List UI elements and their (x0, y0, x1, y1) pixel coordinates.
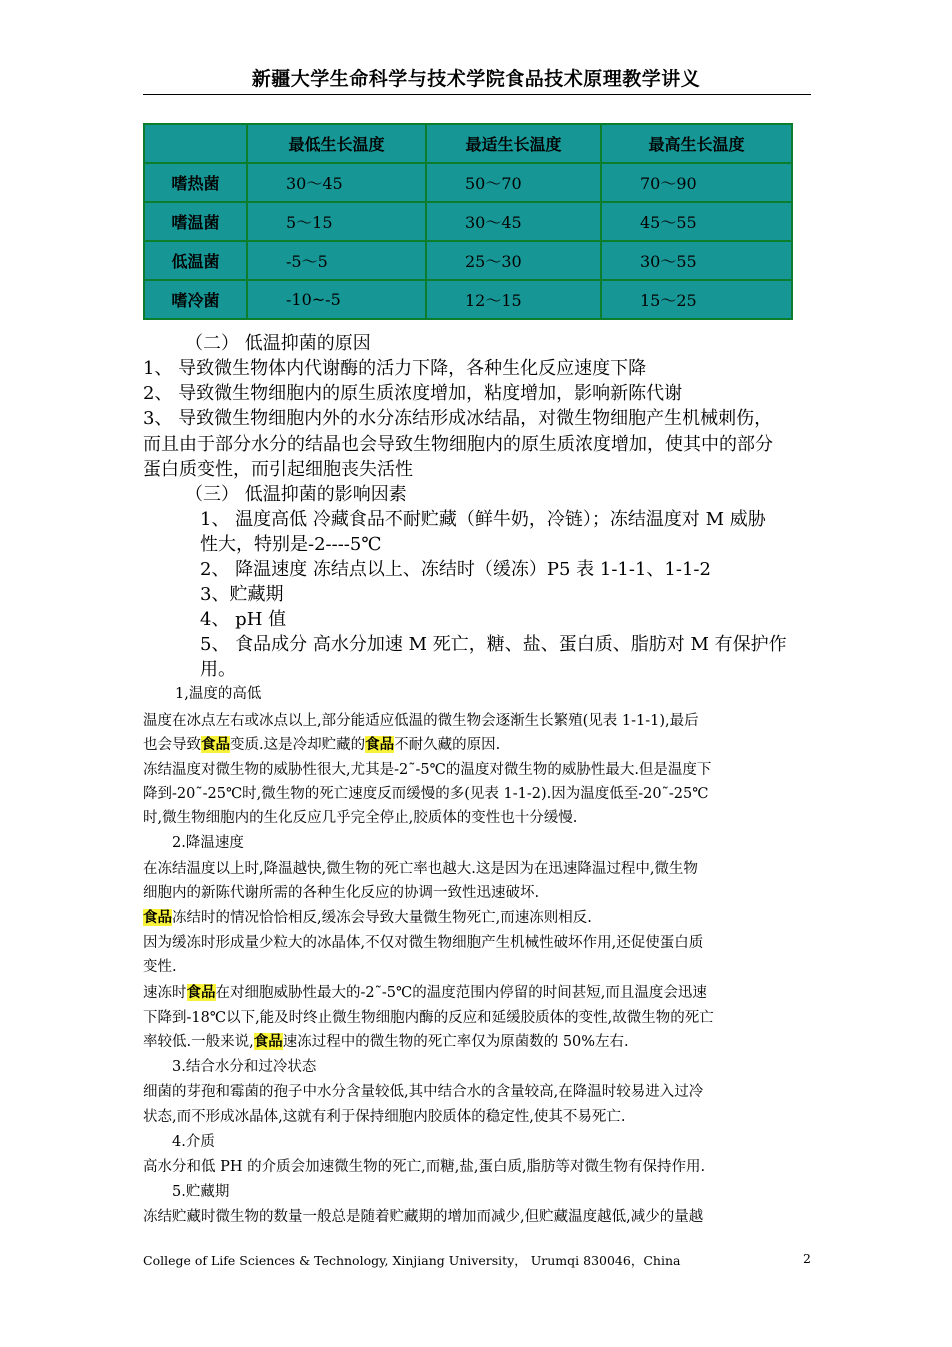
subsection-heading: 5.贮藏期 (172, 1184, 230, 1200)
paragraph-line: 温度在冰点左右或冰点以上,部分能适应低温的微生物会逐渐生长繁殖(见表 1-1-1),最后 (143, 713, 699, 729)
text-run: 冻结时的情况恰恰相反,缓冻会导致大量微生物死亡,而速冻则相反. (172, 910, 592, 926)
table-cell: 45～55 (601, 202, 792, 241)
paragraph-line: 而且由于部分水分的结晶也会导致生物细胞内的原生质浓度增加，使其中的部分 (143, 434, 773, 455)
section-heading: （三） 低温抑菌的影响因素 (185, 484, 407, 505)
paragraph-line: 冻结贮藏时微生物的数量一般总是随着贮藏期的增加而减少,但贮藏温度越低,减少的量越 (143, 1209, 704, 1225)
paragraph-line (143, 1030, 629, 1051)
paragraph-line: 时,微生物细胞内的生化反应几乎完全停止,胶质体的变性也十分缓慢. (143, 810, 578, 826)
list-item: 4、 pH 值 (200, 609, 287, 630)
table-cell: 70～90 (601, 163, 792, 202)
col-header-max: 最高生长温度 (601, 124, 792, 163)
list-item: 1、 温度高低 冷藏食品不耐贮藏（鲜牛奶，冷链）；冻结温度对 M 威胁 (200, 509, 766, 530)
table-cell: 50～70 (426, 163, 601, 202)
row-header: 嗜热菌 (144, 163, 247, 202)
col-header-optimal: 最适生长温度 (426, 124, 601, 163)
page-footer: College of Life Sciences & Technology, Xinjiang University， Urumqi 830046，China (143, 1253, 681, 1268)
table-cell: 30～45 (247, 163, 426, 202)
paragraph-line (143, 906, 592, 927)
page-header-title: 新疆大学生命科学与技术学院食品技术原理教学讲义 (251, 68, 701, 90)
highlighted-keyword: 食品 (253, 1033, 283, 1050)
page-number: 2 (803, 1251, 811, 1266)
table-cell: 15～25 (601, 280, 792, 319)
table-corner-cell (144, 124, 247, 163)
paragraph-line: 性大，特别是-2----5℃ (200, 534, 382, 555)
table-cell: 25～30 (426, 241, 601, 280)
section-heading: （二） 低温抑菌的原因 (185, 333, 371, 354)
table-header-row (144, 124, 792, 163)
col-header-min: 最低生长温度 (247, 124, 426, 163)
paragraph-line: 变性. (143, 959, 177, 975)
subsection-heading: 3.结合水分和过冷状态 (172, 1059, 317, 1075)
paragraph-line: 在冻结温度以上时,降温越快,微生物的死亡率也越大.这是因为在迅速降温过程中,微生物 (143, 861, 698, 877)
row-header: 嗜温菌 (144, 202, 247, 241)
paragraph-line (143, 733, 500, 754)
text-run: 变质.这是冷却贮藏的 (230, 737, 366, 753)
paragraph-line: 用。 (200, 659, 236, 680)
row-header: 嗜冷菌 (144, 280, 247, 319)
header-divider (143, 94, 811, 95)
table-cell: 5～15 (247, 202, 426, 241)
list-item: 1、 导致微生物体内代谢酶的活力下降，各种生化反应速度下降 (143, 358, 647, 379)
table-cell: -5～5 (247, 241, 426, 280)
table-row (144, 280, 792, 319)
paragraph-line: 细胞内的新陈代谢所需的各种生化反应的协调一致性迅速破坏. (143, 885, 540, 901)
table-cell: 30～45 (426, 202, 601, 241)
list-item: 2、 降温速度 冻结点以上、冻结时（缓冻）P5 表 1-1-1、1-1-2 (200, 559, 711, 580)
growth-temperature-table (143, 123, 793, 320)
paragraph-line: 细菌的芽孢和霉菌的孢子中水分含量较低,其中结合水的含量较高,在降温时较易进入过冷 (143, 1084, 704, 1100)
highlighted-keyword: 食品 (365, 736, 395, 753)
paragraph-line: 下降到-18℃以下,能及时终止微生物细胞内酶的反应和延缓胶质体的变性,故微生物的死亡 (143, 1010, 714, 1026)
paragraph-line: 因为缓冻时形成量少粒大的冰晶体,不仅对微生物细胞产生机械性破坏作用,还促使蛋白质 (143, 935, 704, 951)
list-item: 3、贮藏期 (200, 584, 284, 605)
table-row (144, 163, 792, 202)
subsection-heading: 2.降温速度 (172, 835, 244, 851)
paragraph-line: 高水分和低 PH 的介质会加速微生物的死亡,而糖,盐,蛋白质,脂肪等对微生物有保持作用. (143, 1159, 706, 1175)
highlighted-keyword: 食品 (186, 984, 216, 1001)
text-run: 在对细胞威胁性最大的-2˜-5℃的温度范围内停留的时间甚短,而且温度会迅速 (215, 985, 707, 1001)
text-run: 不耐久藏的原因. (394, 737, 501, 753)
text-run: 率较低.一般来说, (143, 1034, 254, 1050)
text-run: 也会导致 (143, 737, 201, 753)
subsection-heading: 4.介质 (172, 1134, 215, 1150)
highlighted-keyword: 食品 (201, 736, 230, 753)
table-row (144, 241, 792, 280)
paragraph-line: 冻结温度对微生物的威胁性很大,尤其是-2˜-5℃的温度对微生物的威胁性最大.但是温度下 (143, 762, 712, 778)
table-row (144, 202, 792, 241)
text-run: 速冻时 (143, 985, 187, 1001)
list-item: 2、 导致微生物细胞内的原生质浓度增加，粘度增加，影响新陈代谢 (143, 383, 683, 404)
paragraph-line: 蛋白质变性，而引起细胞丧失活性 (143, 459, 413, 480)
table-cell: 30～55 (601, 241, 792, 280)
paragraph-line (143, 981, 707, 1002)
table-cell: 12～15 (426, 280, 601, 319)
list-item: 3、 导致微生物细胞内外的水分冻结形成冰结晶，对微生物细胞产生机械刺伤， (143, 408, 773, 429)
subsection-heading: 1,温度的高低 (175, 686, 262, 702)
paragraph-line: 状态,而不形成冰晶体,这就有利于保持细胞内胶质体的稳定性,使其不易死亡. (143, 1109, 626, 1125)
paragraph-line: 降到-20˜-25℃时,微生物的死亡速度反而缓慢的多(见表 1-1-2).因为温度低至-20˜-25℃ (143, 786, 709, 802)
text-run: 速冻过程中的微生物的死亡率仅为原菌数的 50%左右. (282, 1034, 629, 1050)
table-cell: -10~-5 (247, 280, 426, 319)
list-item: 5、 食品成分 高水分加速 M 死亡，糖、盐、蛋白质、脂肪对 M 有保护作 (200, 634, 787, 655)
row-header: 低温菌 (144, 241, 247, 280)
highlighted-keyword: 食品 (143, 909, 172, 926)
